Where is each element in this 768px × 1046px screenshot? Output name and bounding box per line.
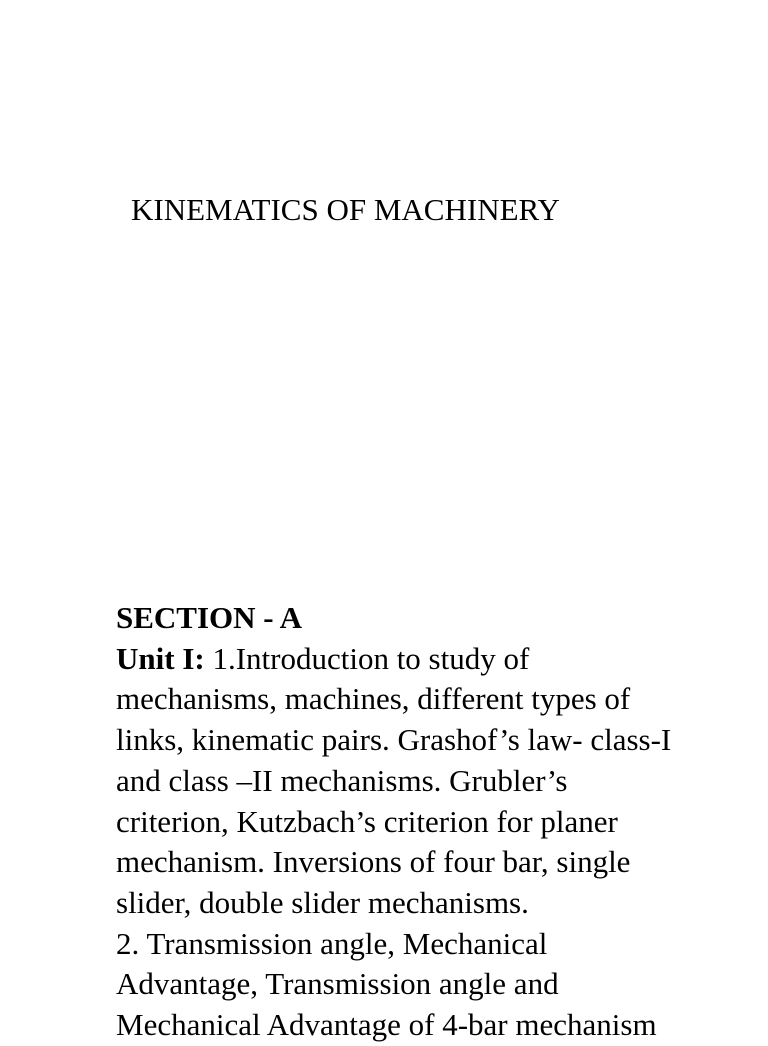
body-line: 1.Introduction to study of: [204, 640, 530, 676]
body-line: 2. Transmission angle, Mechanical: [116, 925, 548, 961]
unit-line-1: [116, 639, 756, 680]
body-line: links, kinematic pairs. Grashof’s law- class-I: [116, 722, 672, 758]
unit-label: Unit I:: [116, 640, 205, 676]
body-line: Advantage, Transmission angle and: [116, 966, 559, 1002]
body-line: mechanisms, machines, different types of: [116, 681, 631, 717]
document-body: [116, 598, 756, 1046]
document-title: KINEMATICS OF MACHINERY: [131, 192, 560, 227]
section-heading: SECTION - A: [116, 600, 303, 635]
body-line: criterion, Kutzbach’s criterion for planer: [116, 803, 618, 839]
body-line: slider, double slider mechanisms.: [116, 884, 529, 920]
body-line: Mechanical Advantage of 4-bar mechanism: [116, 1007, 657, 1043]
body-line: and class –II mechanisms. Grubler’s: [116, 762, 568, 798]
body-line: mechanism. Inversions of four bar, single: [116, 844, 631, 880]
